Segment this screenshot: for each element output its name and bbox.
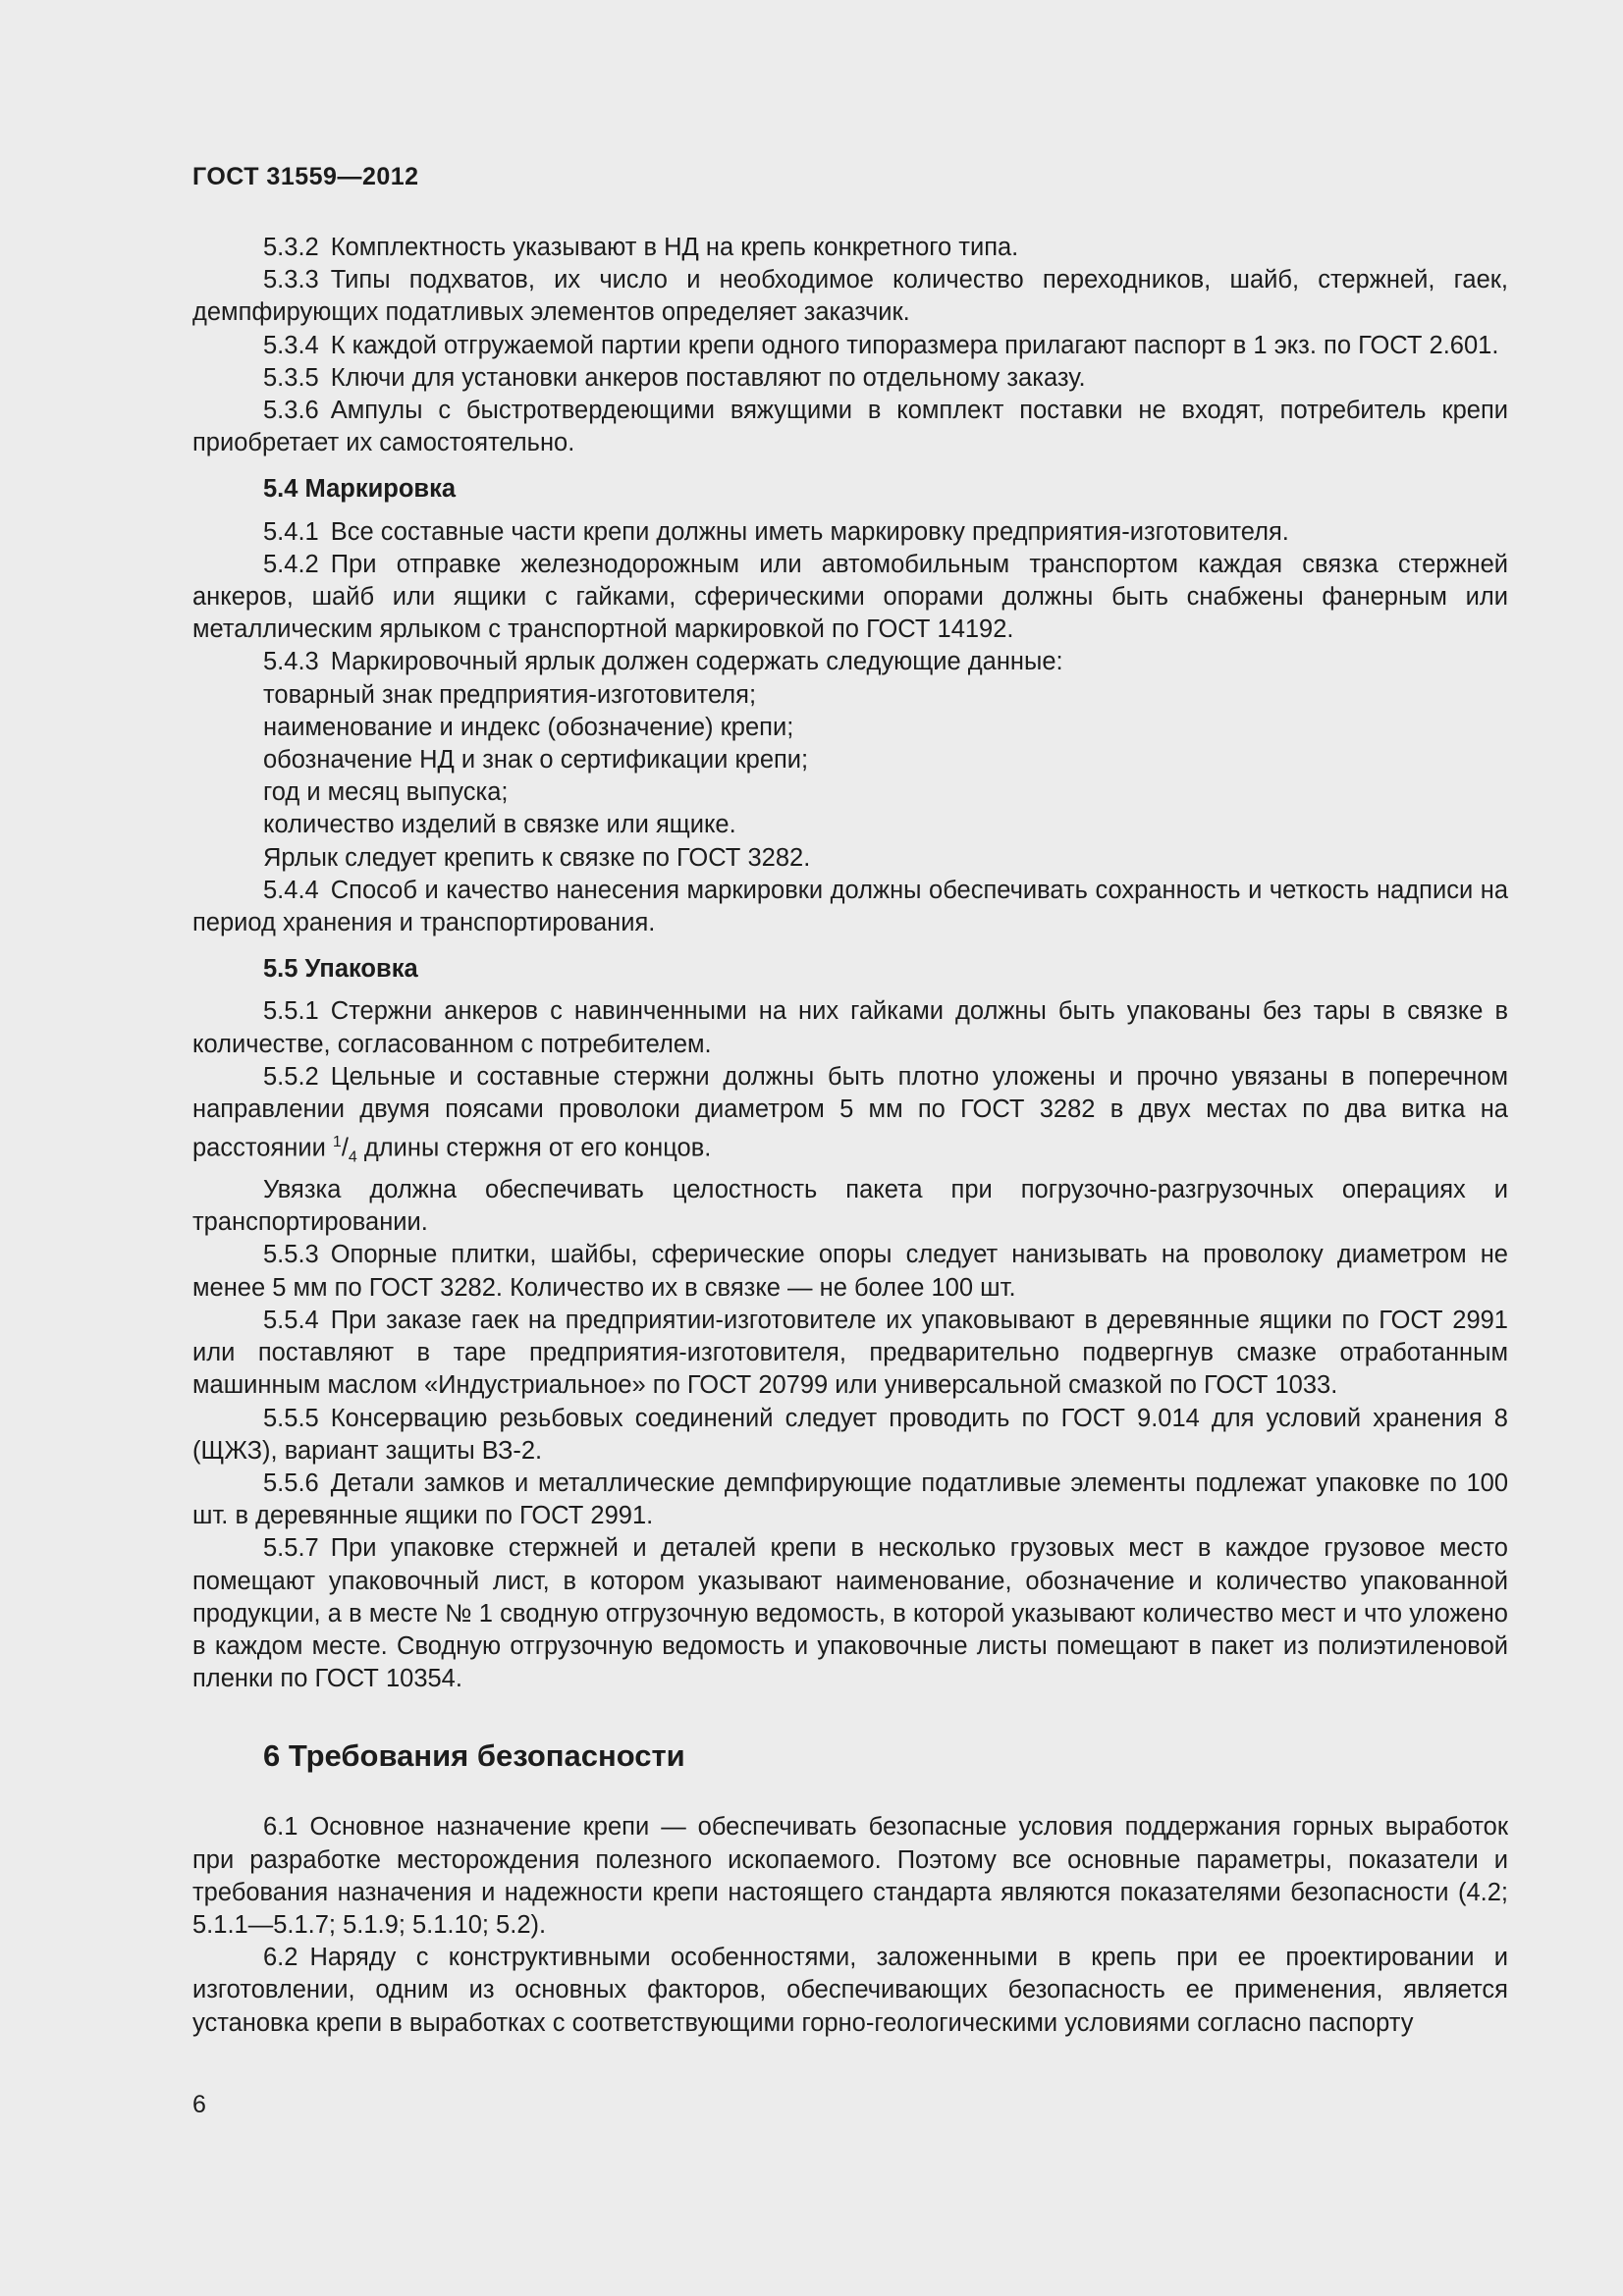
paragraph-5-3-3	[192, 264, 1508, 329]
clause-number: 5.5.6	[263, 1468, 319, 1497]
clause-text: Все составные части крепи должны иметь маркировку предприятия-изготовителя.	[330, 517, 1289, 546]
clause-text: При упаковке стержней и деталей крепи в несколько грузовых мест в каждое грузовое место помещают упаковочный лист, в котором указывают наименование, обозначение и количество упакованной продукции, а в месте № 1 сводную отгрузочную ведомость, в которой указывают количество мест и что уложено в каждом месте. Сводную отгрузочную ведомость и упаковочные листы помещают в пакет из полиэтиленовой пленки по ГОСТ 10354.	[192, 1534, 1508, 1693]
list-item: обозначение НД и знак о сертификации крепи;	[263, 746, 809, 774]
list-item: Ярлык следует крепить к связке по ГОСТ 3282.	[263, 843, 811, 872]
clause-number: 5.3.5	[263, 363, 319, 392]
section-heading-5-4: 5.4 Маркировка	[263, 475, 457, 504]
clause-number: 5.4.4	[263, 876, 319, 904]
paragraph-6-1	[192, 1811, 1508, 1942]
clause-text: Ключи для установки анкеров поставляют по отдельному заказу.	[330, 363, 1086, 392]
clause-number: 5.3.2	[263, 234, 319, 261]
marking-label-list	[192, 679, 1508, 875]
clause-text: Детали замков и металлические демпфирующие податливые элементы подлежат упаковке по 100 шт. в деревянные ящики по ГОСТ 2991.	[192, 1468, 1508, 1530]
paragraph-5-5-2	[192, 1061, 1508, 1174]
clause-text: Опорные плитки, шайбы, сферические опоры следует нанизывать на проволоку диаметром не менее 5 мм по ГОСТ 3282. Количество их в связке — не более 100 шт.	[192, 1241, 1508, 1302]
clause-text-continued: длины стержня от его концов.	[356, 1134, 712, 1162]
clause-text: При заказе гаек на предприятии-изготовителе их упаковывают в деревянные ящики по ГОСТ 2991 или поставляют в таре предприятия-изготовителя, предварительно подвергнув смазке отработанным машинным маслом «Индустриальное» по ГОСТ 20799 или универсальной смазкой по ГОСТ 1033.	[192, 1306, 1508, 1400]
clause-number: 5.4.2	[263, 550, 319, 578]
fraction-denominator: 4	[348, 1148, 357, 1166]
clause-number: 5.3.6	[263, 397, 319, 425]
clause-text: Маркировочный ярлык должен содержать следующие данные:	[330, 648, 1063, 676]
clause-text: Типы подхватов, их число и необходимое количество переходников, шайб, стержней, гаек, демпфирующих податливых элементов определяет заказчик.	[192, 266, 1508, 327]
paragraph-5-3-4	[192, 330, 1508, 362]
clause-number: 6.1	[263, 1813, 298, 1842]
clause-text: При отправке железнодорожным или автомобильным транспортом каждая связка стержней анкеров, шайб или ящики с гайками, сферическими опорами должны быть снабжены фанерным или металлическим ярлыком с транспортной маркировкой по ГОСТ 14192.	[192, 550, 1508, 644]
paragraph-5-5-1	[192, 995, 1508, 1060]
clause-number: 5.4.3	[263, 648, 319, 676]
clause-number: 5.5.2	[263, 1062, 319, 1091]
clause-number: 5.5.7	[263, 1534, 319, 1563]
clause-text: Наряду с конструктивными особенностями, заложенными в крепь при ее проектировании и изготовлении, одним из основных факторов, обеспечивающих безопасность ее применения, является установка крепи в выработках с соответствующими горно-геологическими условиями согласно паспорту	[192, 1944, 1508, 2037]
clause-text: Цельные и составные стержни должны быть плотно уложены и прочно увязаны в поперечном направлении двумя поясами проволоки диаметром 5 мм по ГОСТ 3282 в двух местах по два витка на расстоянии	[192, 1062, 1508, 1162]
paragraph-5-5-4	[192, 1305, 1508, 1403]
document-body	[192, 232, 1508, 2040]
clause-text: Комплектность указывают в НД на крепь конкретного типа.	[330, 234, 1019, 261]
list-item: год и месяц выпуска;	[263, 778, 509, 807]
clause-text: Способ и качество нанесения маркировки должны обеспечивать сохранность и четкость надписи на период хранения и транспортирования.	[192, 876, 1508, 937]
paragraph-5-4-1	[192, 516, 1508, 549]
paragraph-5-5-3	[192, 1239, 1508, 1304]
paragraph-6-2	[192, 1942, 1508, 2040]
clause-text: Консервацию резьбовых соединений следует проводить по ГОСТ 9.014 для условий хранения 8 (ЩЖЗ), вариант защиты ВЗ-2.	[192, 1404, 1508, 1465]
paragraph-5-5-7	[192, 1532, 1508, 1695]
paragraph-5-4-2	[192, 549, 1508, 647]
page-number: 6	[192, 2091, 206, 2118]
fraction-slash: /	[341, 1134, 349, 1162]
paragraph-5-5-6	[192, 1468, 1508, 1532]
clause-text: Стержни анкеров с навинченными на них гайками должны быть упакованы без тары в связке в количестве, согласованном с потребителем.	[192, 997, 1508, 1058]
paragraph-5-3-2	[192, 232, 1508, 264]
clause-number: 5.5.5	[263, 1404, 319, 1432]
section-heading-5-5: 5.5 Упаковка	[263, 955, 418, 984]
clause-text: Ампулы с быстротвердеющими вяжущими в комплект поставки не входят, потребитель крепи приобретает их самостоятельно.	[192, 397, 1508, 457]
list-item: количество изделий в связке или ящике.	[263, 811, 736, 839]
clause-number: 5.4.1	[263, 517, 319, 546]
clause-text: К каждой отгружаемой партии крепи одного типоразмера прилагают паспорт в 1 экз. по ГОСТ 2.601.	[330, 331, 1499, 359]
paragraph-5-4-4	[192, 875, 1508, 939]
clause-number: 6.2	[263, 1944, 298, 1972]
paragraph-5-3-5	[192, 362, 1508, 395]
document-header: ГОСТ 31559—2012	[192, 163, 419, 190]
paragraph-5-3-6	[192, 395, 1508, 459]
fraction-numerator: 1	[332, 1134, 342, 1151]
clause-text: Основное назначение крепи — обеспечивать безопасные условия поддержания горных выработок при разработке месторождения полезного ископаемого. Поэтому все основные параметры, показатели и требования назначения и надежности крепи настоящего стандарта являются показателями безопасности (4.2; 5.1.1—5.1.7; 5.1.9; 5.1.10; 5.2).	[192, 1813, 1508, 1939]
clause-number: 5.5.1	[263, 997, 319, 1026]
clause-number: 5.5.3	[263, 1241, 319, 1269]
clause-number: 5.3.3	[263, 266, 319, 294]
paragraph-5-5-2-note: Увязка должна обеспечивать целостность пакета при погрузочно-разгрузочных операциях и транспортировании.	[192, 1176, 1508, 1237]
clause-number: 5.3.4	[263, 331, 319, 359]
list-item: товарный знак предприятия-изготовителя;	[263, 680, 757, 709]
list-item: наименование и индекс (обозначение) крепи;	[263, 713, 794, 741]
paragraph-5-5-5	[192, 1403, 1508, 1468]
clause-number: 5.5.4	[263, 1306, 319, 1334]
paragraph-5-4-3	[192, 646, 1508, 678]
section-heading-6: 6 Требования безопасности	[263, 1738, 685, 1774]
